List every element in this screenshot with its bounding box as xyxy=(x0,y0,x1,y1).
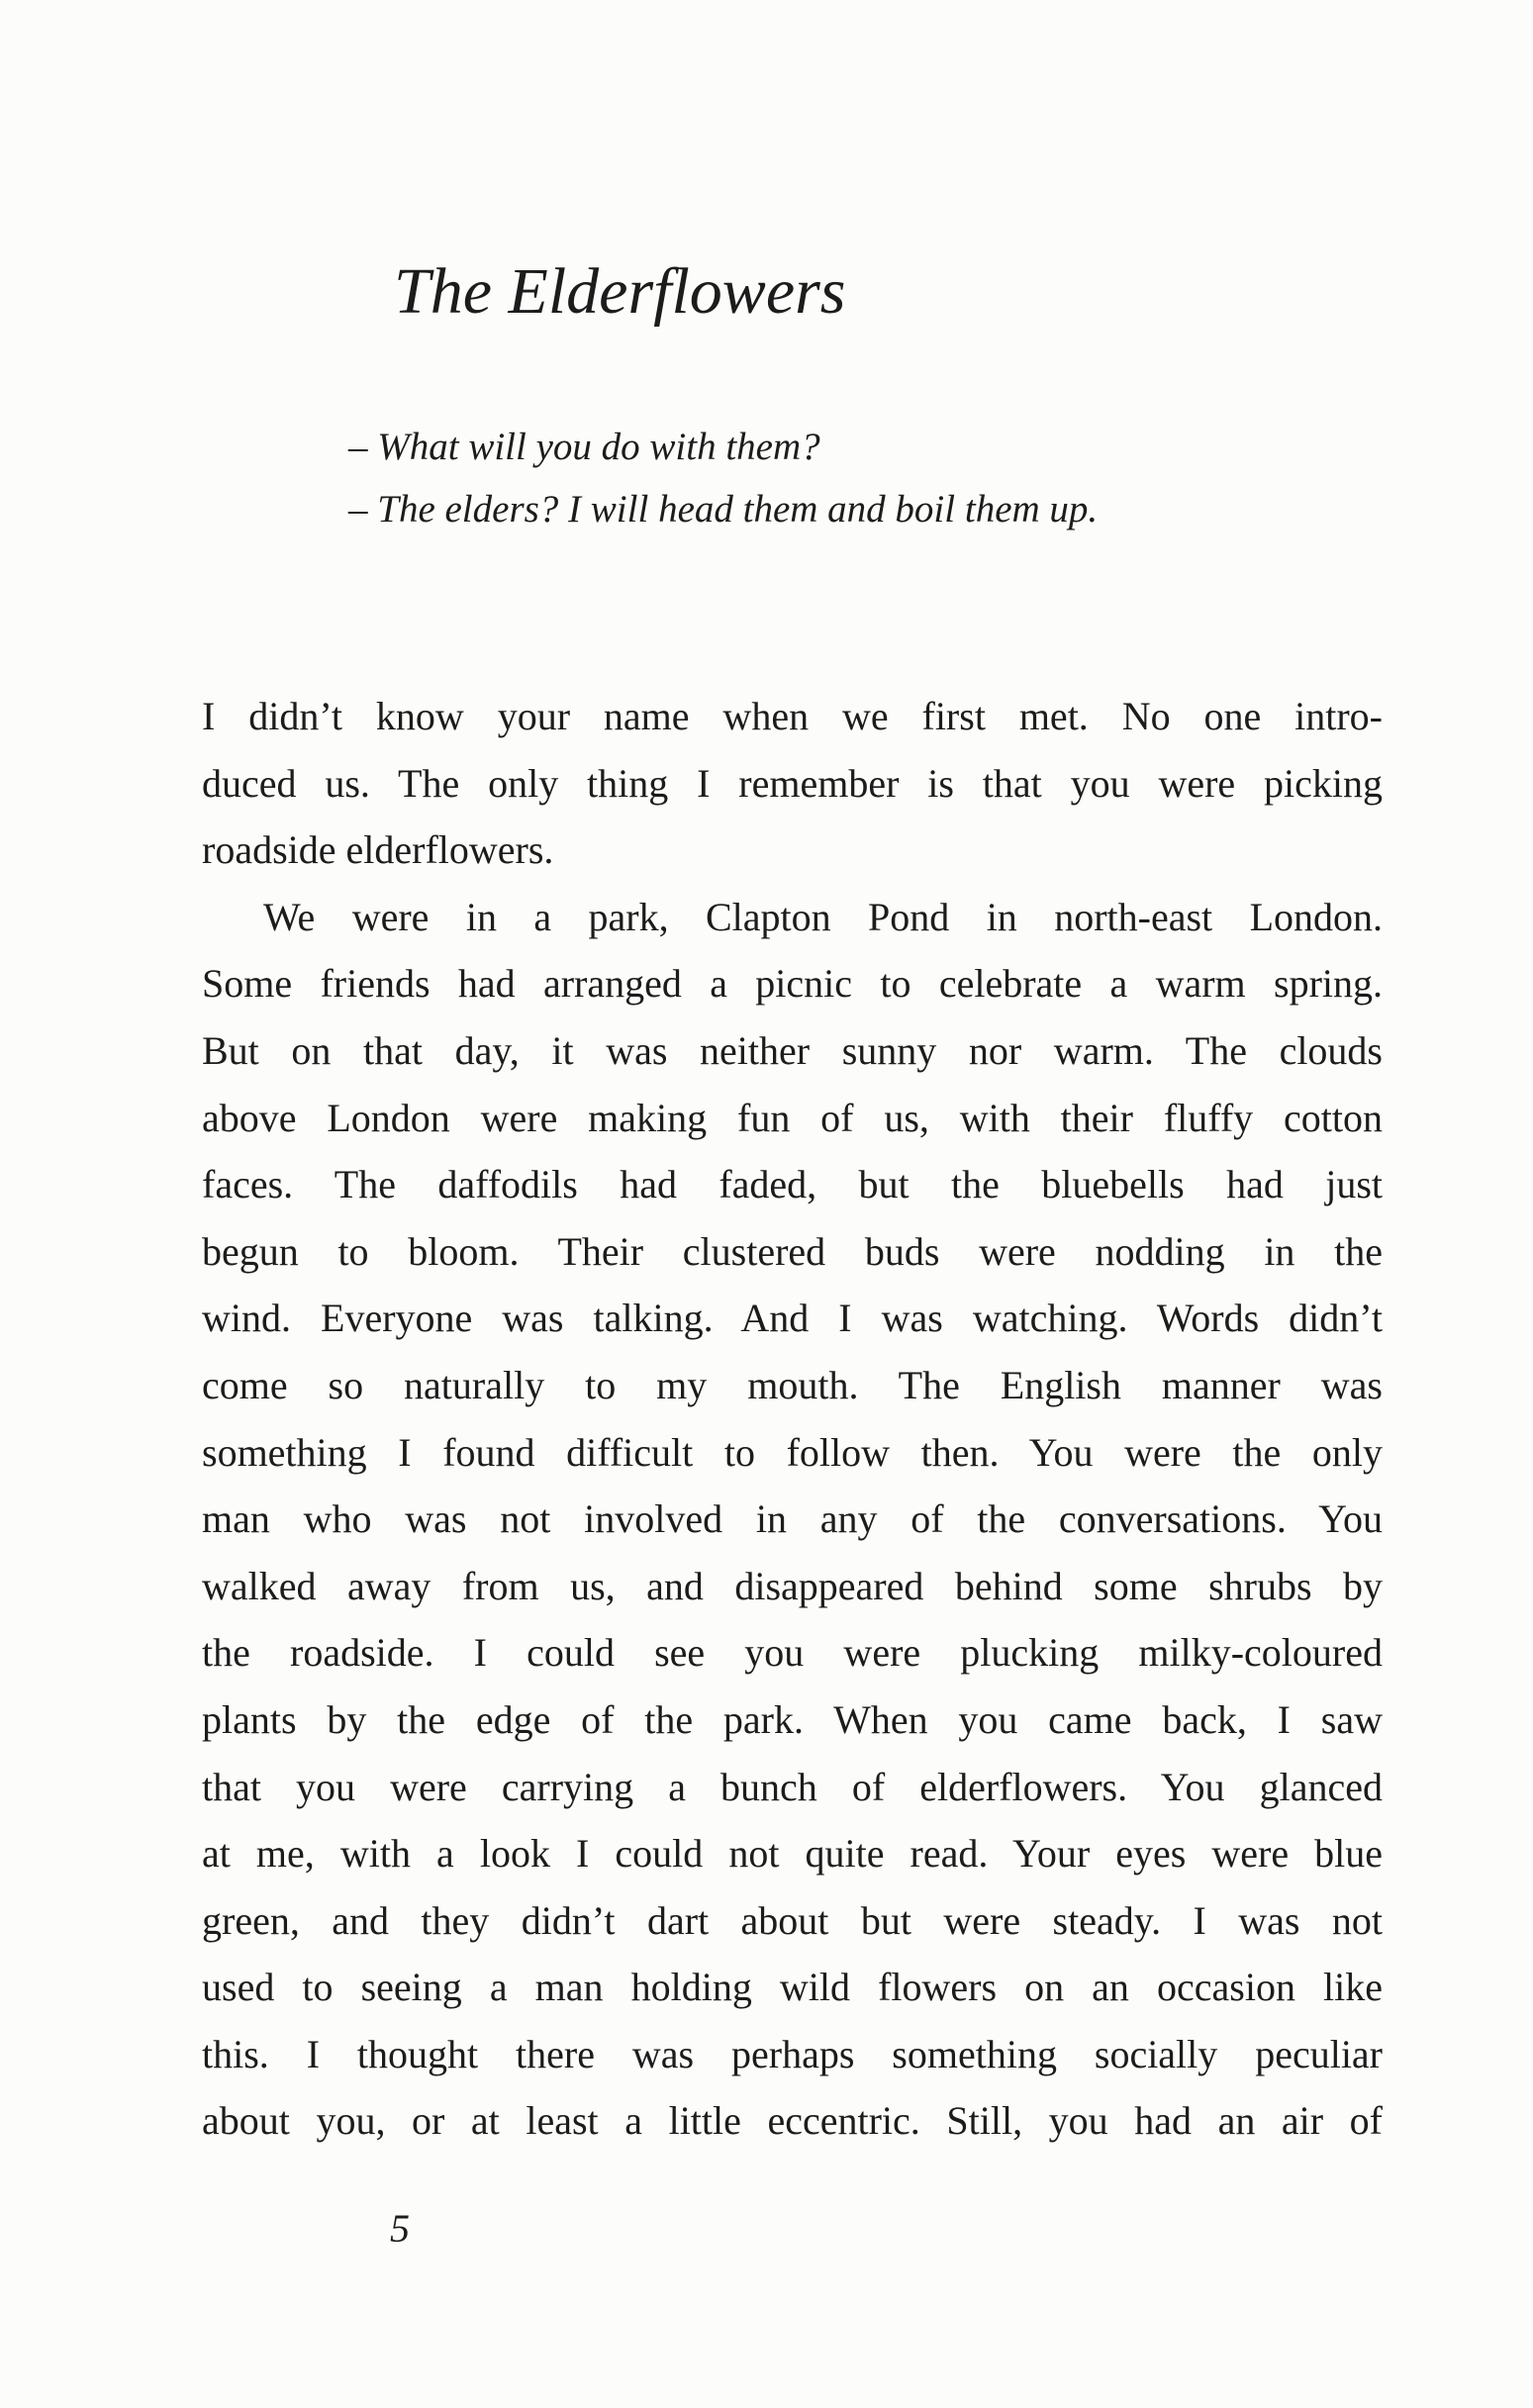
body-line: walked away from us, and disappeared behind some shrubs by xyxy=(202,1563,1383,1608)
body-line: something I found difficult to follow then. You were the only xyxy=(202,1429,1383,1475)
chapter-title: The Elderflowers xyxy=(394,255,846,328)
body-line: the roadside. I could see you were plucking milky-coloured xyxy=(202,1630,1383,1676)
body-line: plants by the edge of the park. When you came back, I saw xyxy=(202,1696,1383,1742)
body-line: above London were making fun of us, with their fluffy cotton xyxy=(202,1095,1383,1140)
body-line: duced us. The only thing I remember is that you were picking xyxy=(202,760,1383,806)
body-line: faces. The daffodils had faded, but the bluebells had just xyxy=(202,1162,1383,1207)
body-line: roadside elderflowers. xyxy=(202,827,554,873)
body-line: at me, with a look I could not quite read. Your eyes were blue xyxy=(202,1831,1383,1877)
body-line: this. I thought there was perhaps something socially peculiar xyxy=(202,2031,1383,2076)
body-line: used to seeing a man holding wild flowers on an occasion like xyxy=(202,1965,1383,2010)
body-line: about you, or at least a little eccentric. Still, you had an air of xyxy=(202,2098,1383,2144)
body-line: green, and they didn’t dart about but were steady. I was not xyxy=(202,1897,1383,1943)
body-line: Some friends had arranged a picnic to celebrate a warm spring. xyxy=(202,961,1383,1007)
body-line: that you were carrying a bunch of elderflowers. You glanced xyxy=(202,1764,1383,1809)
body-line: I didn’t know your name when we first met. No one intro- xyxy=(202,694,1383,738)
body-line: man who was not involved in any of the conversations. You xyxy=(202,1496,1383,1542)
epigraph-line: – The elders? I will head them and boil them up. xyxy=(348,488,1099,530)
body-text xyxy=(202,683,1383,2155)
body-line: We were in a park, Clapton Pond in north-east London. xyxy=(263,894,1383,939)
epigraph xyxy=(348,416,1098,540)
body-line: begun to bloom. Their clustered buds were nodding in the xyxy=(202,1228,1383,1274)
epigraph-line: – What will you do with them? xyxy=(348,426,820,468)
body-line: wind. Everyone was talking. And I was watching. Words didn’t xyxy=(202,1296,1383,1341)
body-line: But on that day, it was neither sunny nor warm. The clouds xyxy=(202,1027,1383,1073)
page-number: 5 xyxy=(390,2206,410,2251)
body-line: come so naturally to my mouth. The English manner was xyxy=(202,1362,1383,1407)
